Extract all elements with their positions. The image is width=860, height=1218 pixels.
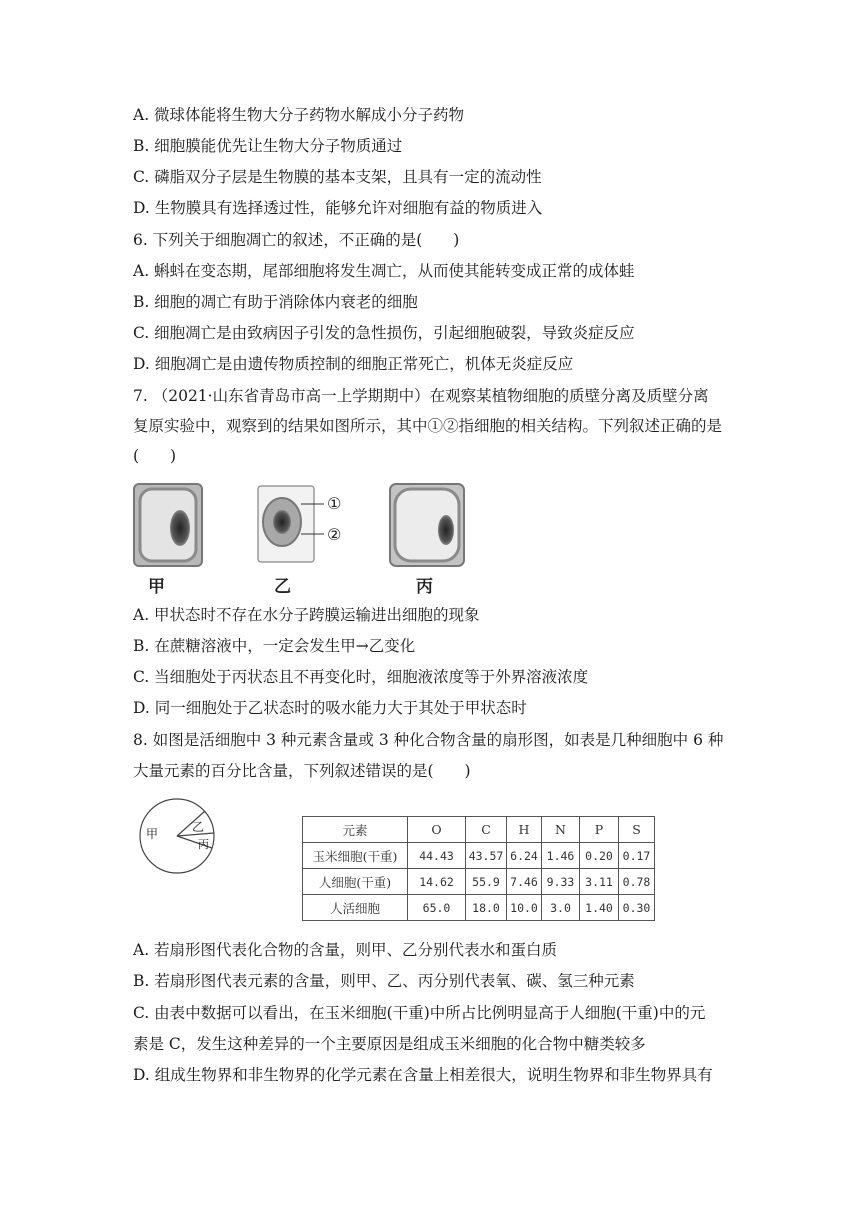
table-header: O bbox=[408, 817, 466, 843]
table-cell: 18.0 bbox=[466, 895, 507, 921]
cell-yi bbox=[258, 486, 324, 562]
q7-stem-line-2: 复原实验中，观察到的结果如图所示，其中①②指细胞的相关结构。下列叙述正确的是 bbox=[133, 417, 723, 435]
table-cell: 65.0 bbox=[408, 895, 466, 921]
table-row bbox=[303, 869, 655, 895]
table-header-row bbox=[303, 817, 655, 843]
table-cell: 0.78 bbox=[619, 869, 655, 895]
table-cell: 3.0 bbox=[542, 895, 580, 921]
table-cell: 43.57 bbox=[466, 843, 507, 869]
q7-option-c: C. 当细胞处于丙状态且不再变化时，细胞液浓度等于外界溶液浓度 bbox=[133, 668, 589, 686]
table-cell: 10.0 bbox=[507, 895, 542, 921]
table-cell: 玉米细胞(干重) bbox=[303, 843, 408, 869]
nucleus bbox=[273, 510, 291, 534]
q8-option-b: B. 若扇形图代表元素的含量，则甲、乙、丙分别代表氧、碳、氢三种元素 bbox=[133, 972, 635, 990]
cell-figure-svg bbox=[130, 478, 490, 596]
cell-label-jia: 甲 bbox=[148, 577, 165, 597]
table-header: 元素 bbox=[303, 817, 408, 843]
q5-option-c: C. 磷脂双分子层是生物膜的基本支架，且具有一定的流动性 bbox=[133, 168, 542, 186]
cell-bing bbox=[390, 484, 464, 566]
table-cell: 0.30 bbox=[619, 895, 655, 921]
q7-option-b: B. 在蔗糖溶液中，一定会发生甲→乙变化 bbox=[133, 637, 416, 655]
table-cell: 0.20 bbox=[580, 843, 619, 869]
marker-2: ② bbox=[327, 525, 342, 544]
table-cell: 0.17 bbox=[619, 843, 655, 869]
q6-option-b: B. 细胞的凋亡有助于消除体内衰老的细胞 bbox=[133, 293, 418, 311]
q7-option-a: A. 甲状态时不存在水分子跨膜运输进出细胞的现象 bbox=[133, 606, 480, 624]
q7-option-d: D. 同一细胞处于乙状态时的吸水能力大于其处于甲状态时 bbox=[133, 699, 527, 717]
table-cell: 55.9 bbox=[466, 869, 507, 895]
cell-label-yi: 乙 bbox=[274, 577, 291, 597]
q5-option-b: B. 细胞膜能优先让生物大分子物质通过 bbox=[133, 137, 403, 155]
cell-label-bing: 丙 bbox=[416, 577, 433, 597]
q5-option-d: D. 生物膜具有选择透过性，能够允许对细胞有益的物质进入 bbox=[133, 199, 543, 217]
table-header: H bbox=[507, 817, 542, 843]
table-row bbox=[303, 895, 655, 921]
q8-stem-line-2: 大量元素的百分比含量，下列叙述错误的是( ) bbox=[133, 762, 471, 780]
pie-label-yi: 乙 bbox=[192, 820, 205, 834]
table-header: S bbox=[619, 817, 655, 843]
nucleus bbox=[438, 515, 454, 545]
q6-option-d: D. 细胞凋亡是由遗传物质控制的细胞正常死亡，机体无炎症反应 bbox=[133, 355, 574, 373]
pie-figure bbox=[133, 796, 223, 876]
table-cell: 1.40 bbox=[580, 895, 619, 921]
q8-option-c-continued: 素是 C，发生这种差异的一个主要原因是组成玉米细胞的化合物中糖类较多 bbox=[133, 1035, 646, 1053]
q8-option-a: A. 若扇形图代表化合物的含量，则甲、乙分别代表水和蛋白质 bbox=[133, 941, 558, 959]
table-cell: 人细胞(干重) bbox=[303, 869, 408, 895]
table-cell: 14.62 bbox=[408, 869, 466, 895]
table-cell: 人活细胞 bbox=[303, 895, 408, 921]
q8-stem-line-1: 8. 如图是活细胞中 3 种元素含量或 3 种化合物含量的扇形图，如表是几种细胞中 6 种 bbox=[133, 731, 724, 749]
table-cell: 9.33 bbox=[542, 869, 580, 895]
q7-stem-line-1: 7. （2021·山东省青岛市高一上学期期中）在观察某植物细胞的质壁分离及质壁分离 bbox=[133, 387, 709, 405]
table-header: P bbox=[580, 817, 619, 843]
q6-option-a: A. 蝌蚪在变态期，尾部细胞将发生凋亡，从而使其能转变成正常的成体蛙 bbox=[133, 262, 635, 280]
nucleus bbox=[170, 510, 190, 546]
q8-option-c: C. 由表中数据可以看出，在玉米细胞(干重)中所占比例明显高于人细胞(干重)中的元 bbox=[133, 1004, 706, 1022]
cell-plasmolysis-figure bbox=[130, 478, 490, 596]
q6-stem: 6. 下列关于细胞凋亡的叙述，不正确的是( ) bbox=[133, 231, 460, 249]
q5-option-a: A. 微球体能将生物大分子药物水解成小分子药物 bbox=[133, 106, 465, 124]
table-cell: 1.46 bbox=[542, 843, 580, 869]
element-percent-table bbox=[302, 816, 655, 921]
pie-label-jia: 甲 bbox=[146, 827, 159, 841]
pie-label-bing: 丙 bbox=[198, 838, 209, 851]
q8-option-d: D. 组成生物界和非生物界的化学元素在含量上相差很大，说明生物界和非生物界具有 bbox=[133, 1066, 713, 1084]
table-cell: 6.24 bbox=[507, 843, 542, 869]
table-cell: 3.11 bbox=[580, 869, 619, 895]
q6-option-c: C. 细胞凋亡是由致病因子引发的急性损伤，引起细胞破裂，导致炎症反应 bbox=[133, 324, 635, 342]
table-cell: 7.46 bbox=[507, 869, 542, 895]
cell-jia bbox=[134, 484, 202, 566]
marker-1: ① bbox=[327, 494, 342, 513]
table-header: N bbox=[542, 817, 580, 843]
q7-stem-line-3: ( ) bbox=[133, 447, 177, 465]
table-cell: 44.43 bbox=[408, 843, 466, 869]
table-header: C bbox=[466, 817, 507, 843]
table-row bbox=[303, 843, 655, 869]
